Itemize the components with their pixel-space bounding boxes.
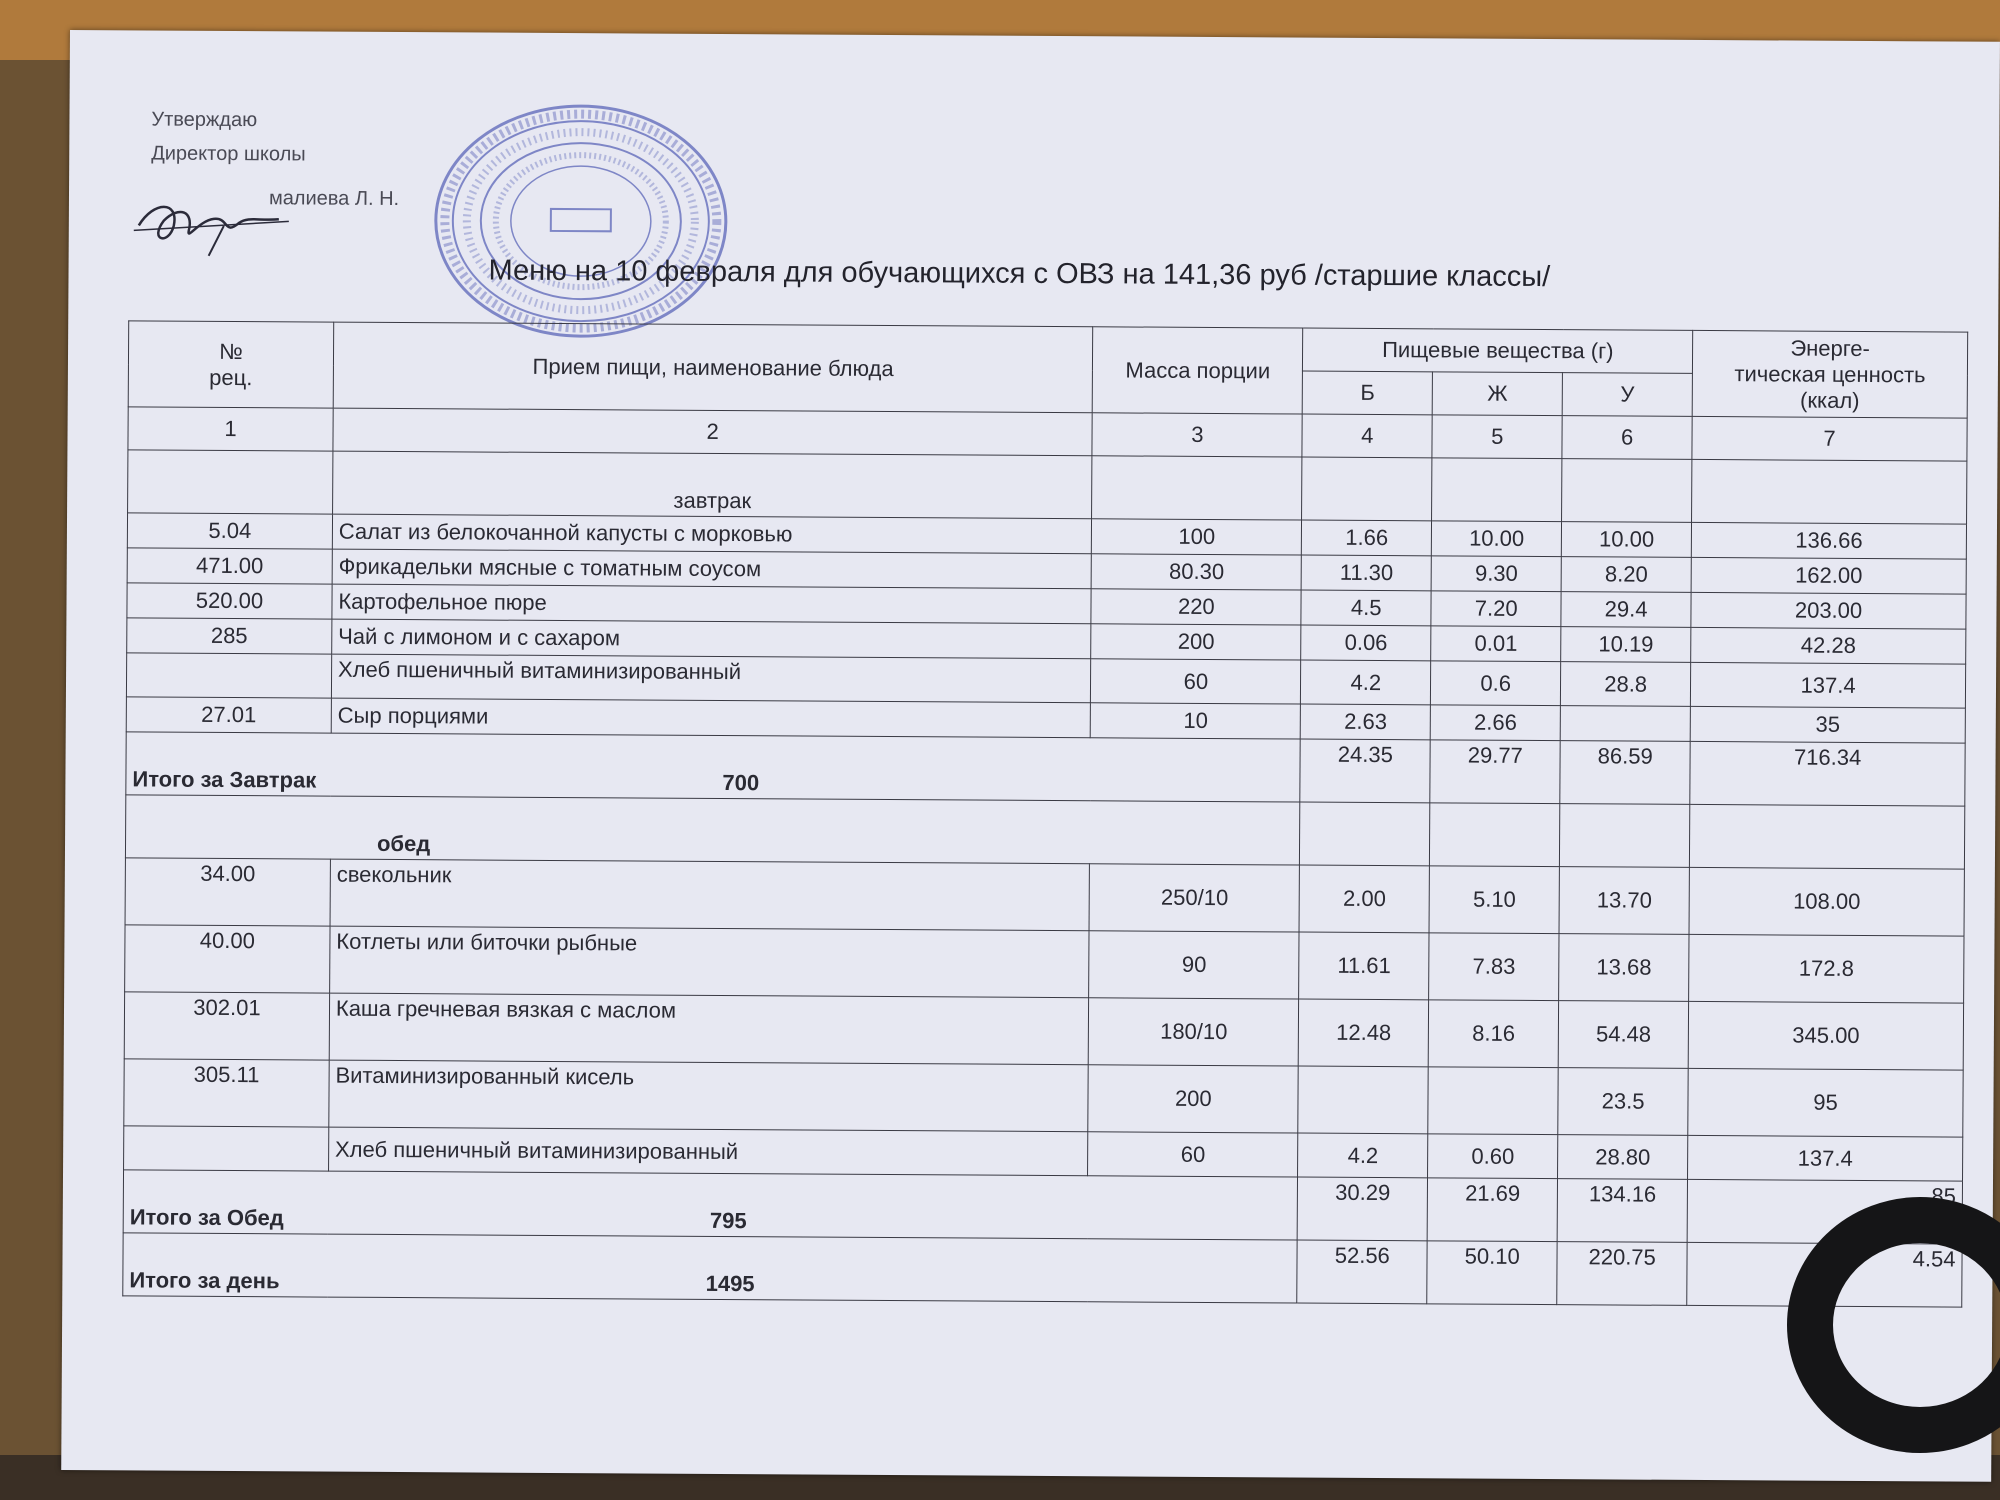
hair-tie-object [1770, 1195, 2000, 1455]
protein-value: 2.63 [1301, 704, 1431, 740]
carbs-value: 23.5 [1558, 1068, 1688, 1136]
energy-value: 108.00 [1689, 867, 1964, 936]
dish-name: Салат из белокочанной капусты с морковью [332, 514, 1092, 554]
portion-mass: 100 [1092, 519, 1302, 555]
portion-mass: 60 [1091, 659, 1301, 704]
header-nutrients: Пищевые вещества (г) [1303, 328, 1693, 373]
carbs-value: 13.70 [1559, 867, 1689, 935]
lunch-label-cell [125, 795, 1300, 865]
dish-name: Котлеты или биточки рыбные [330, 926, 1090, 998]
col-number: 1 [128, 407, 333, 451]
header-dish: Прием пищи, наименование блюда [333, 322, 1093, 413]
rec-number: 285 [127, 618, 332, 654]
protein-value [1298, 1066, 1428, 1134]
dish-name: Фрикадельки мясные с томатным соусом [332, 549, 1092, 589]
portion-mass: 90 [1089, 931, 1299, 999]
day-total-mass: 1495 [705, 1270, 755, 1297]
fat-value: 9.30 [1431, 556, 1561, 592]
protein-value: 4.2 [1298, 1133, 1428, 1178]
protein-value: 4.5 [1301, 590, 1431, 626]
signature-mark [129, 180, 309, 261]
dish-name: Хлеб пшеничный витаминизированный [331, 654, 1091, 703]
day-total-row [123, 1233, 1962, 1307]
portion-mass: 200 [1088, 1065, 1298, 1133]
protein-value: 11.30 [1301, 555, 1431, 591]
portion-mass: 10 [1091, 703, 1301, 739]
carbs-value: 28.8 [1561, 662, 1691, 707]
dish-name: свекольник [330, 859, 1090, 931]
dish-name: Чай с лимоном и с сахаром [332, 619, 1092, 659]
portion-mass: 220 [1091, 589, 1301, 625]
rec-number: 40.00 [125, 925, 330, 993]
carbs-value: 10.00 [1561, 522, 1691, 558]
header-protein: Б [1302, 371, 1432, 415]
header-rec-number: № рец. [128, 321, 333, 408]
fat-value: 7.83 [1429, 933, 1559, 1001]
table-row [125, 858, 1964, 936]
fat-value: 5.10 [1429, 866, 1559, 934]
menu-table [122, 320, 1968, 1307]
breakfast-total-label: Итого за Завтрак [132, 766, 317, 793]
lunch-total-mass: 795 [709, 1207, 747, 1234]
energy-value: 35 [1690, 706, 1965, 743]
rec-number: 34.00 [125, 858, 330, 926]
portion-mass: 180/10 [1089, 998, 1299, 1066]
energy-value: 136.66 [1691, 522, 1966, 559]
protein-value: 4.2 [1301, 660, 1431, 705]
header-energy: Энерге- тическая ценность (ккал) [1692, 330, 1967, 418]
protein-value: 0.06 [1301, 625, 1431, 661]
lunch-section-row [125, 795, 1964, 869]
rec-number: 302.01 [124, 992, 329, 1060]
rec-number: 305.11 [124, 1059, 329, 1127]
table-row [124, 1059, 1963, 1137]
carbs-value: 28.80 [1558, 1135, 1688, 1180]
fat-value: 0.6 [1431, 661, 1561, 706]
fat-value: 0.01 [1431, 626, 1561, 662]
col-number: 5 [1432, 415, 1562, 459]
portion-mass: 200 [1091, 624, 1301, 660]
protein-value: 11.61 [1299, 932, 1429, 1000]
day-total-label: Итого за день [129, 1267, 280, 1294]
lunch-total-energy: 85 [1687, 1179, 1962, 1244]
breakfast-total-energy: 716.34 [1690, 741, 1965, 806]
breakfast-total-fat: 29.77 [1430, 740, 1560, 804]
day-total-fat: 50.10 [1427, 1241, 1557, 1305]
lunch-total-row [123, 1170, 1962, 1244]
carbs-value: 8.20 [1561, 557, 1691, 593]
page-title: Меню на 10 февраля для обучающихся с ОВЗ на 141,36 руб /старшие классы/ [488, 254, 1551, 294]
portion-mass: 60 [1088, 1132, 1298, 1177]
energy-value: 203.00 [1691, 592, 1966, 629]
approval-line-2: Директор школы [151, 142, 306, 166]
approval-line-3: малиева Л. Н. [268, 187, 400, 211]
fat-value: 10.00 [1432, 521, 1562, 557]
rec-number: 520.00 [127, 583, 332, 619]
col-number: 3 [1092, 413, 1302, 457]
menu-sheet [61, 30, 2000, 1482]
dish-name: Витаминизированный кисель [329, 1060, 1089, 1132]
lunch-total-fat: 21.69 [1427, 1178, 1557, 1242]
lunch-total-carbs: 134.16 [1557, 1179, 1687, 1243]
table-row [124, 992, 1963, 1070]
breakfast-total-carbs: 86.59 [1560, 741, 1690, 805]
day-total-label-cell [123, 1233, 1298, 1303]
breakfast-label: завтрак [332, 451, 1092, 519]
dish-name: Сыр порциями [331, 698, 1091, 738]
col-number: 6 [1562, 416, 1692, 460]
col-number: 4 [1302, 414, 1432, 458]
breakfast-total-protein: 24.35 [1300, 739, 1430, 803]
fat-value: 8.16 [1428, 1000, 1558, 1068]
rec-number [124, 1126, 329, 1171]
fat-value: 2.66 [1430, 705, 1560, 741]
carbs-value [1560, 706, 1690, 742]
energy-value: 42.28 [1691, 627, 1966, 664]
energy-value: 345.00 [1688, 1001, 1963, 1070]
breakfast-total-row [126, 732, 1965, 806]
breakfast-total-mass: 700 [722, 769, 760, 796]
carbs-value: 13.68 [1559, 934, 1689, 1002]
carbs-value: 10.19 [1561, 627, 1691, 663]
table-row [125, 925, 1964, 1003]
rec-number: 471.00 [127, 548, 332, 584]
day-total-protein: 52.56 [1297, 1240, 1427, 1304]
fat-value [1428, 1067, 1558, 1135]
day-total-energy: 4.54 [1687, 1242, 1962, 1307]
energy-value: 137.4 [1688, 1135, 1963, 1181]
dish-name: Каша гречневая вязкая с маслом [329, 993, 1089, 1065]
breakfast-total-label-cell [126, 732, 1301, 802]
header-mass: Масса порции [1093, 327, 1303, 414]
portion-mass: 80.30 [1092, 554, 1302, 590]
col-number: 2 [333, 408, 1093, 456]
energy-value: 95 [1688, 1068, 1963, 1137]
portion-mass: 250/10 [1089, 864, 1299, 932]
header-fat: Ж [1432, 372, 1562, 416]
lunch-total-label-cell [123, 1170, 1298, 1240]
dish-name: Картофельное пюре [332, 584, 1092, 624]
energy-value: 137.4 [1691, 662, 1966, 708]
lunch-total-label: Итого за Обед [129, 1204, 284, 1231]
header-carbs: У [1562, 373, 1692, 417]
col-number: 7 [1692, 416, 1967, 461]
protein-value: 2.00 [1299, 865, 1429, 933]
dish-name: Хлеб пшеничный витаминизированный [328, 1127, 1088, 1176]
day-total-carbs: 220.75 [1557, 1242, 1687, 1306]
carbs-value: 29.4 [1561, 592, 1691, 628]
breakfast-section-row [128, 450, 1967, 524]
protein-value: 12.48 [1299, 999, 1429, 1067]
rec-number [126, 653, 331, 698]
lunch-total-protein: 30.29 [1297, 1177, 1427, 1241]
fat-value: 7.20 [1431, 591, 1561, 627]
school-seal-stamp [430, 100, 731, 342]
rec-number: 27.01 [126, 697, 331, 733]
energy-value: 162.00 [1691, 557, 1966, 594]
carbs-value: 54.48 [1558, 1001, 1688, 1069]
energy-value: 172.8 [1689, 934, 1964, 1003]
approval-line-1: Утверждаю [151, 108, 258, 132]
fat-value: 0.60 [1428, 1134, 1558, 1179]
rec-number: 5.04 [127, 513, 332, 549]
protein-value: 1.66 [1302, 520, 1432, 556]
lunch-label: обед [376, 830, 431, 857]
